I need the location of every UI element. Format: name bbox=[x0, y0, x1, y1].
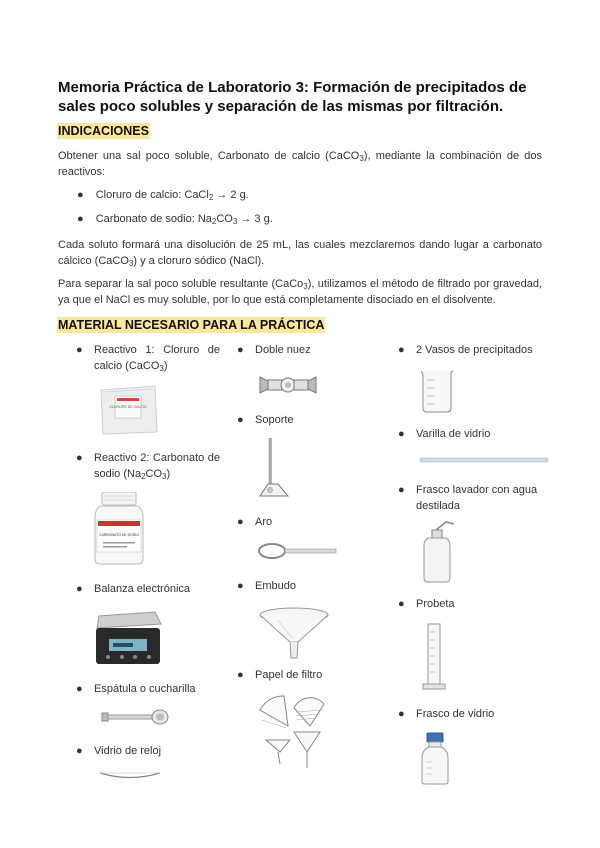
bullet-carbonato: ● Carbonato de sodio: $Na_2CO_3 \to 3$ g. bbox=[77, 213, 273, 226]
funnel-image bbox=[256, 606, 336, 660]
indicaciones-intro: Obtener una sal poco soluble, Carbonato de calcio (CaCO$_3$), mediante la combinación de dos reactivos: bbox=[58, 150, 542, 178]
spatula-image bbox=[98, 706, 170, 726]
indicaciones-heading: INDICACIONES bbox=[58, 124, 149, 138]
calcium-chloride-bag-image bbox=[97, 384, 159, 436]
item-espatula: ● Espátula o cucharilla bbox=[76, 683, 196, 695]
item-vasos: ● 2 Vasos de precipitados bbox=[398, 344, 533, 356]
item-reactivo-1: ● Reactivo 1: Cloruro de calcio (CaCO$_3$) bbox=[76, 344, 220, 373]
glass-bottle-image bbox=[418, 732, 452, 786]
ring-image bbox=[256, 540, 338, 562]
filter-paper-image bbox=[258, 694, 330, 770]
double-clamp-image bbox=[258, 372, 318, 398]
item-reactivo-2: ● Reactivo 2: Carbonato de sodio $(Na_2CO_3)$ bbox=[76, 452, 220, 481]
beaker-image bbox=[418, 368, 454, 414]
item-embudo: ● Embudo bbox=[237, 580, 296, 592]
watch-glass-image bbox=[98, 770, 162, 782]
indicaciones-paragraph-3: Para separar la sal poco soluble resultante (CaCo$_3$), utilizamos el método de filtrado por gravedad, ya que el NaCl es muy soluble, por lo que está completamente disociado en el disolvente. bbox=[58, 278, 542, 306]
sodium-carbonate-bottle-image bbox=[93, 492, 145, 566]
item-vidrio-reloj: ● Vidrio de reloj bbox=[76, 745, 162, 757]
svg-text:CARBONATO DE SODIO: CARBONATO DE SODIO bbox=[99, 533, 139, 537]
indicaciones-paragraph-2: Cada soluto formará una disolución de 25 mL, las cuales mezclaremos dando lugar a carbonato cálcico (CaCO$_3$) y a cloruro sódico (NaCl). bbox=[58, 239, 542, 268]
item-frasco-lavador: ● Frasco lavador con agua destilada bbox=[398, 484, 538, 512]
item-soporte: ● Soporte bbox=[237, 414, 294, 426]
item-balanza: ● Balanza electrónica bbox=[76, 583, 191, 595]
wash-bottle-image bbox=[418, 520, 460, 584]
material-heading: MATERIAL NECESARIO PARA LA PRÁCTICA bbox=[58, 318, 325, 332]
item-papel-filtro: ● Papel de filtro bbox=[237, 669, 323, 681]
item-aro: ● Aro bbox=[237, 516, 273, 528]
item-probeta: ● Probeta bbox=[398, 598, 455, 610]
item-frasco-vidrio: ● Frasco de vidrio bbox=[398, 708, 495, 720]
svg-text:CLORURO DE CALCIO: CLORURO DE CALCIO bbox=[109, 405, 147, 409]
glass-rod-image bbox=[418, 455, 550, 465]
item-doble-nuez: ● Doble nuez bbox=[237, 344, 311, 356]
bullet-cloruro: ● Cloruro de calcio: CaCl$_2$ → 2 g. bbox=[77, 189, 249, 202]
electronic-scale-image bbox=[93, 606, 163, 666]
stand-image bbox=[256, 438, 292, 500]
page-title: Memoria Práctica de Laboratorio 3: Formación de precipitados de sales poco solubles y separación de las mismas por filtración. bbox=[58, 79, 527, 115]
item-varilla: ● Varilla de vidrio bbox=[398, 428, 491, 440]
graduated-cylinder-image bbox=[420, 622, 448, 692]
